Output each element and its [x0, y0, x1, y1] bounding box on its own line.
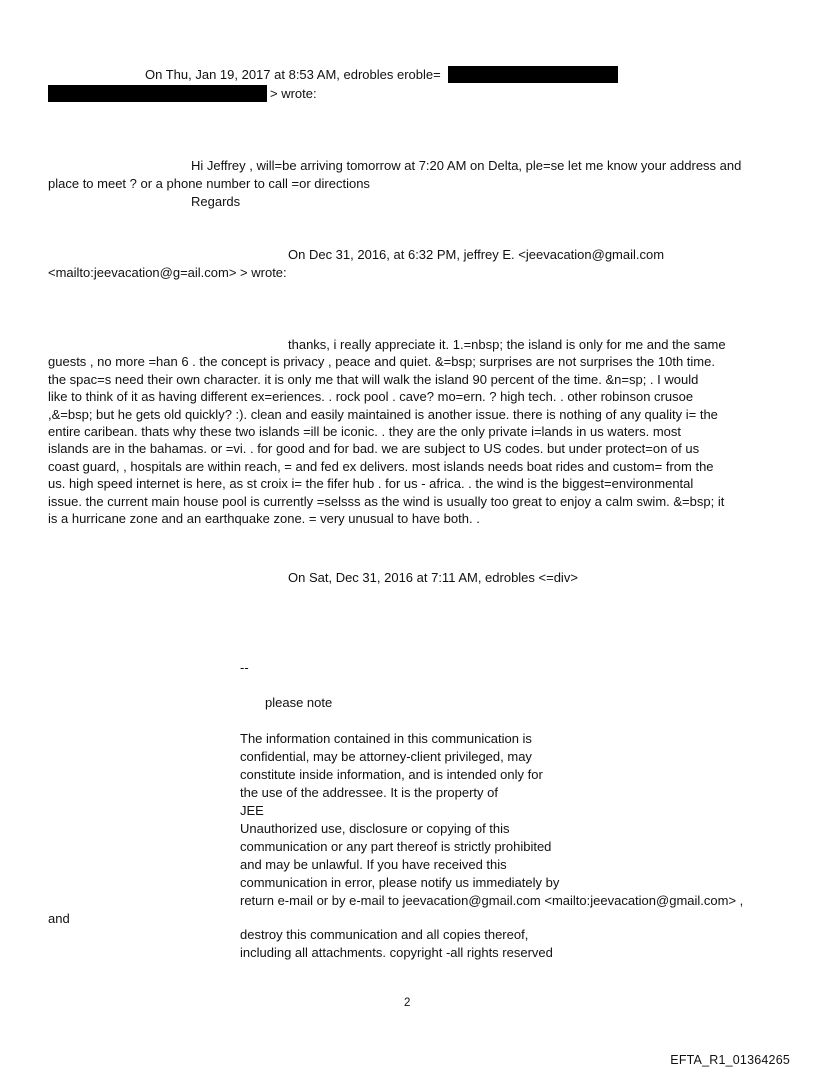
message-2-line: thanks, i really appreciate it. 1.=nbsp; the island is only for me and the same: [288, 337, 726, 352]
reply-header-2-line2: <mailto:jeevacation@g=ail.com> > wrote:: [48, 265, 287, 280]
disclaimer-line: constitute inside information, and is intended only for: [240, 767, 543, 782]
message-2-body: [48, 336, 726, 527]
message-1-line2: place to meet ? or a phone number to call =or directions: [48, 176, 370, 191]
message-2-line: like to think of it as having different ex=eriences. . rock pool . cave? mo=ern. ? high tech. . other robinson crusoe: [48, 389, 694, 405]
message-2-line: islands are in the bahamas. or =vi. . for good and for bad. we are subject to US codes. but under protect=on of us: [48, 441, 700, 457]
disclaimer-line: The information contained in this communication is: [240, 731, 532, 746]
message-2-line: us. high speed internet is here, as st croix i= the fifer hub . for us - africa. . the wind is the biggest=environmental: [48, 476, 694, 492]
disclaimer-and-word: and: [48, 911, 70, 926]
redaction-block: [448, 66, 618, 83]
disclaimer-line: JEE: [240, 803, 264, 818]
reply-header-2-line1: On Dec 31, 2016, at 6:32 PM, jeffrey E. <jeevacation@gmail.com: [288, 247, 665, 262]
signature-note: please note: [265, 695, 333, 710]
reply-header-1-line2: > wrote:: [270, 86, 317, 101]
reply-header-3: On Sat, Dec 31, 2016 at 7:11 AM, edrobles <=div>: [288, 570, 578, 585]
reply-header-1-line1: On Thu, Jan 19, 2017 at 8:53 AM, edrobles eroble=: [145, 67, 441, 82]
page-number: 2: [404, 997, 411, 1009]
redaction-block: [48, 85, 267, 102]
message-2-line: the spac=s need their own character. it is only me that will walk the island 90 percent of the time. &n=sp; . I would: [48, 371, 699, 387]
disclaimer-line: communication in error, please notify us immediately by: [240, 875, 560, 890]
message-2-line: ,&=bsp; but he gets old quickly? :). clean and easily maintained is another issue. there is nothing of any quality i= the: [48, 406, 718, 422]
message-2-line: issue. the current main house pool is currently =selsss as the wind is usually too great to enjoy a calm swim. &=bsp; it: [48, 493, 725, 509]
document-id: EFTA_R1_01364265: [670, 1053, 790, 1067]
message-2-line: entire caribean. thats why these two islands =ill be iconic. . they are the only private i=lands in us waters. most: [48, 424, 681, 440]
disclaimer-line: return e-mail or by e-mail to jeevacation@gmail.com <mailto:jeevacation@gmail.com> ,: [240, 893, 744, 908]
message-2-line: coast guard, , hospitals are within reach, = and fed ex delivers. most islands needs boat rides and custom= from the: [48, 458, 714, 474]
disclaimer-line: confidential, may be attorney-client privileged, may: [240, 749, 532, 764]
message-1-line1: Hi Jeffrey , will=be arriving tomorrow at 7:20 AM on Delta, ple=se let me know your address and: [191, 158, 742, 173]
confidentiality-disclaimer: [240, 730, 743, 910]
disclaimer-line: the use of the addressee. It is the property of: [240, 785, 498, 800]
message-2-line: guests , no more =han 6 . the concept is privacy , peace and quiet. &=bsp; surprises are not surprises the 10th time.: [48, 354, 715, 370]
message-1-line3: Regards: [191, 194, 241, 209]
disclaimer-closing: [240, 926, 553, 962]
message-2-line: is a hurricane zone and an earthquake zone. = very unusual to have both. .: [48, 511, 480, 527]
disclaimer-line: Unauthorized use, disclosure or copying of this: [240, 821, 510, 836]
signature-separator: --: [240, 660, 249, 675]
disclaimer-line: including all attachments. copyright -all rights reserved: [240, 945, 553, 960]
disclaimer-line: communication or any part thereof is strictly prohibited: [240, 839, 552, 854]
disclaimer-line: and may be unlawful. If you have received this: [240, 857, 507, 872]
disclaimer-line: destroy this communication and all copies thereof,: [240, 927, 529, 942]
